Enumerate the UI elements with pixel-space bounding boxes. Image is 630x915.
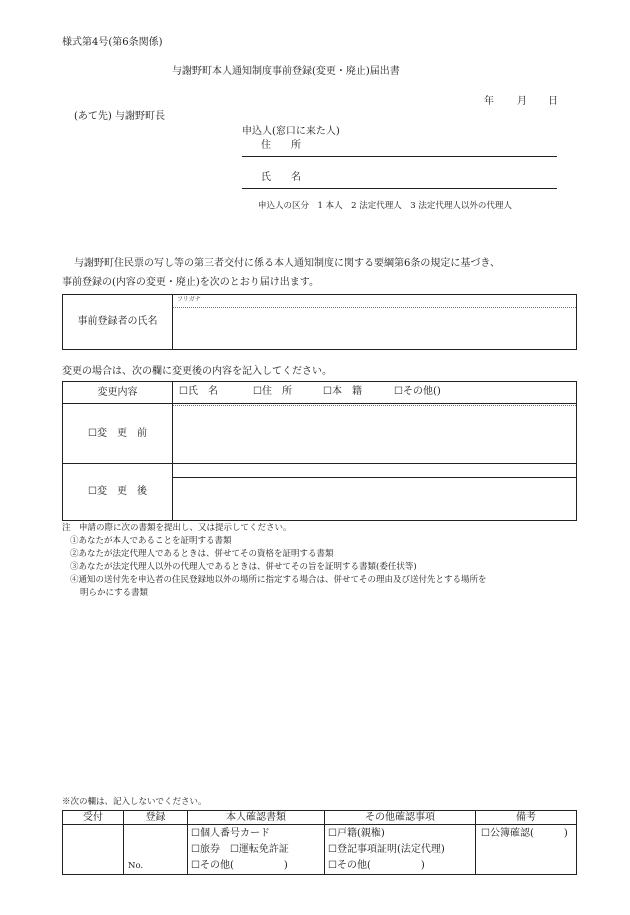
option-address-checkbox[interactable]: ☐住 所 (253, 386, 292, 397)
addressee: (あて先) 与謝野町長 (74, 111, 165, 122)
after-field[interactable] (173, 464, 577, 521)
office-other-checks-cell (325, 825, 476, 875)
before-label[interactable]: ☐変 更 前 (88, 427, 147, 439)
after-inner-divider (173, 477, 576, 478)
check-registry-cert-checkbox[interactable]: ☐登記事項証明(法定代理) (328, 844, 445, 855)
id-doc-passport-license-checkbox[interactable]: ☐旅券 ☐運転免許証 (191, 844, 289, 855)
after-label-cell (63, 464, 173, 521)
id-doc-mynumber-checkbox[interactable]: ☐個人番号カード (191, 828, 270, 839)
note-item-4: ④通知の送付先を申込者の住民登録地以外の場所に指定する場合は、併せてその理由及び送付先とする場所を (70, 575, 487, 585)
applicant-category: 申込人の区分 1 本人 2 法定代理人 3 法定代理人以外の代理人 (258, 201, 512, 211)
body-text-line2: 事前登録の(内容の変更・廃止)を次のとおり届け出ます。 (62, 277, 320, 288)
office-header-remarks: 備考 (476, 811, 577, 825)
before-dotted-divider (173, 405, 576, 406)
address-label: 住 所 (261, 140, 301, 151)
change-header-label: 変更内容 (97, 386, 138, 398)
note-item-2: ②あなたが法定代理人であるときは、併せてその資格を証明する書類 (70, 549, 334, 559)
office-header-registration: 登録 (124, 811, 188, 825)
form-title: 与謝野町本人通知制度事前登録(変更・廃止)届出書 (172, 66, 400, 77)
furigana-divider (173, 307, 576, 308)
date-year: 年 (484, 96, 494, 107)
option-other-checkbox[interactable]: ☐その他() (394, 386, 441, 397)
change-instruction: 変更の場合は、次の欄に変更後の内容を記入してください。 (62, 366, 332, 377)
change-table (62, 381, 577, 521)
body-text-line1: 与謝野町住民票の写し等の第三者交付に係る本人通知制度に関する要綱第6条の規定に基づき、 (74, 258, 500, 269)
registrant-name-field[interactable] (173, 295, 577, 350)
registration-no-label: No. (128, 861, 144, 871)
address-field-line[interactable] (242, 156, 557, 157)
note-item-1: ①あなたが本人であることを証明する書類 (70, 536, 232, 546)
change-options-cell (173, 382, 577, 404)
registrant-label: 事前登録者の氏名 (77, 316, 158, 327)
office-reception-cell (63, 825, 124, 875)
before-field[interactable] (173, 404, 577, 464)
name-field-line[interactable] (242, 188, 557, 189)
before-label-cell (63, 404, 173, 464)
office-id-docs-cell (188, 825, 325, 875)
furigana-label: フリガナ (177, 296, 201, 303)
option-domicile-checkbox[interactable]: ☐本 籍 (323, 386, 362, 397)
registrant-label-cell (63, 295, 173, 350)
id-doc-other-checkbox[interactable]: ☐その他( ) (191, 860, 288, 871)
note-item-3: ③あなたが法定代理人以外の代理人であるときは、併せてその旨を証明する書類(委任状等) (70, 562, 417, 572)
public-record-check-checkbox[interactable]: ☐公簿確認( ) (481, 828, 568, 839)
name-label: 氏 名 (261, 172, 301, 183)
office-registration-cell (124, 825, 188, 875)
office-use-notice: ※次の欄は、記入しないでください。 (62, 797, 207, 807)
note-item-4-cont: 明らかにする書類 (80, 588, 149, 598)
office-header-id-docs: 本人確認書類 (188, 811, 325, 825)
option-name-checkbox[interactable]: ☐氏 名 (179, 386, 218, 397)
office-remarks-cell (476, 825, 577, 875)
registrant-table (62, 294, 577, 350)
office-header-reception: 受付 (63, 811, 124, 825)
check-family-register-checkbox[interactable]: ☐戸籍(親権) (328, 828, 385, 839)
office-use-table (62, 810, 577, 875)
change-header-cell (63, 382, 173, 404)
check-other-checkbox[interactable]: ☐その他( ) (328, 860, 425, 871)
applicant-heading: 申込人(窓口に来た人) (242, 126, 340, 137)
form-number: 様式第4号(第6条関係) (62, 37, 163, 48)
notes-heading: 注 申請の際に次の書類を提出し、又は提示してください。 (62, 523, 292, 533)
office-header-other-checks: その他確認事項 (325, 811, 476, 825)
date-month: 月 (517, 96, 527, 107)
date-day: 日 (548, 96, 558, 107)
after-label[interactable]: ☐変 更 後 (88, 486, 147, 497)
